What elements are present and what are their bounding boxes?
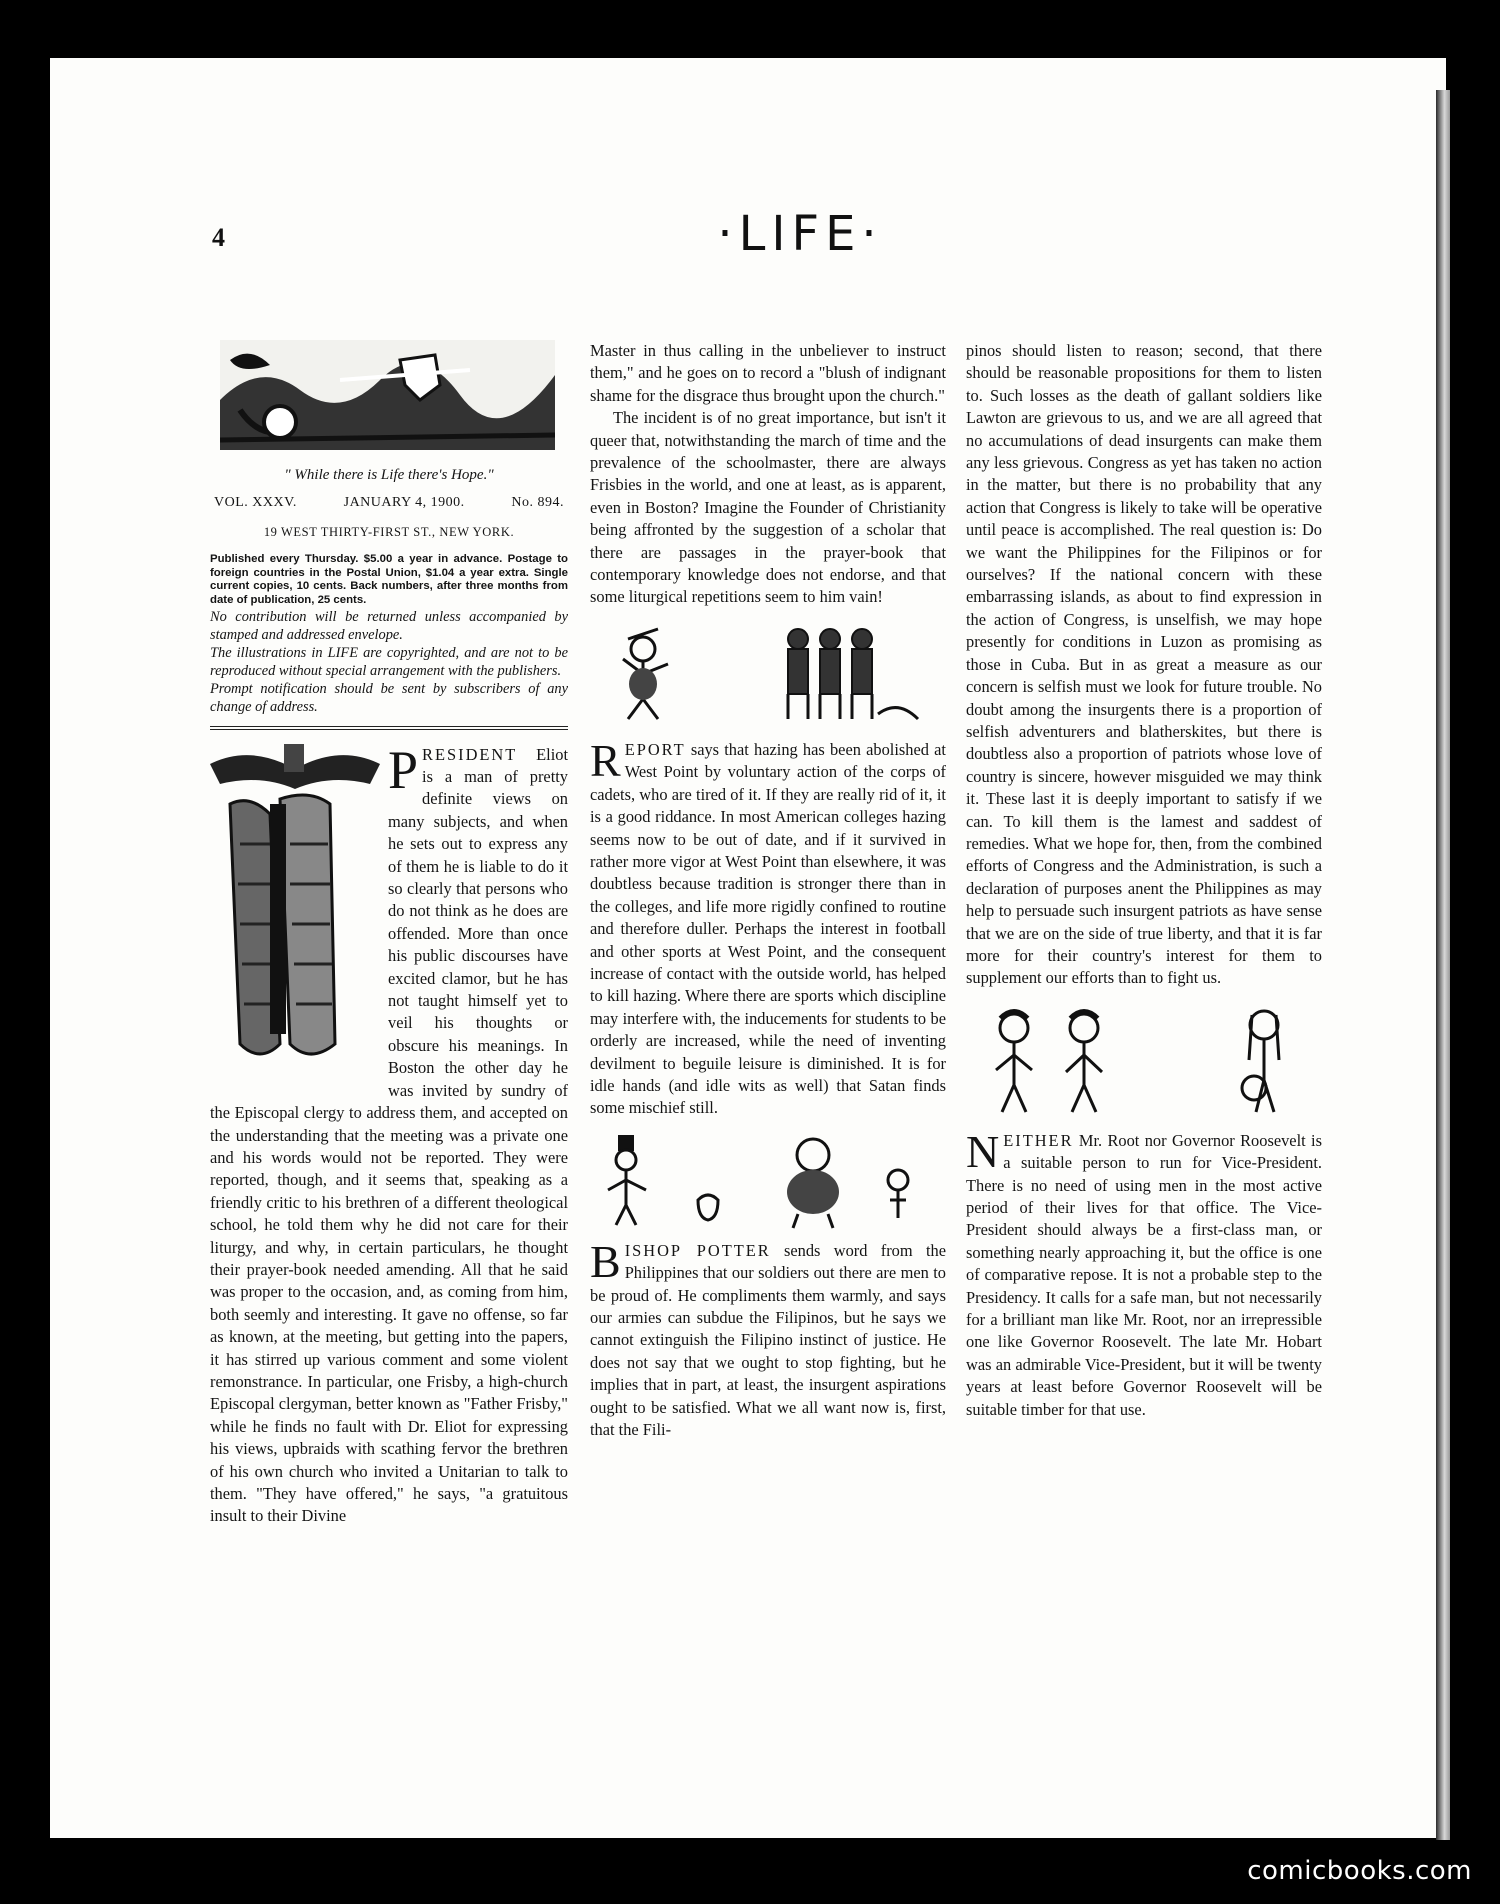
hazing-text: says that hazing has been abolished at West Point by voluntary action of the corps of cadets, who are tired of it. If they are really rid of it, it is a good riddance. In most American colleges hazing seems now to be out of date, and if it survived in rather more vigor at West Point than elsewhere, it was doubtless because tradition is stronger there than in the colleges, and life more rigidly confined to routine and therefore duller. Perhaps the interest in football and other sports at West Point, and the consequent increase of contact with the outside world, has helped to kill hazing. Where there are sports which discipline may interfere with, the inducements for students to be orderly are increased, while the need of inventing devilment to beguile leisure is diminished. It is for idle hands (and idle wits as well) that Satan finds some mischief still.: [590, 739, 946, 1118]
article-vicepres: [966, 1125, 1322, 1421]
motto: " While there is Life there's Hope.": [284, 467, 494, 483]
section-divider: [210, 726, 568, 730]
potter-text-col3: pinos should listen to reason; second, that there should be reasonable propositions for them to listen to. Such losses as the death of gallant soldiers like Lawton are grievous to us, and we are all agreed that no accumulations of dead insurgents can make them any less grievous. Congress as yet has taken no action in the matter, but there is no probability that any action that Congress is likely to take will be operative until peace is accomplished. The real question is: Do we want the Philippines for the Filipinos or for ourselves? If the national concern with these embarrassing islands, as about to find expression in the action of Congress, is unselfish, we may hope presently for conditions in Luzon as promising as those in Cuba. But in as great a measure as our concern is selfish must we look for future trouble. No doubt among the insurgents there is a proportion of selfish adventurers and blatherskites, but there is doubtless also a proportion of patriots whose love of country is sincere, however misguided we may think it. These last it is deeply important to satisfy if we can. To kill them is the lamest and saddest of remedies. What we hope for, then, from the combined efforts of Congress and the Administration, is such a declaration of purposes anent the Philippines as may help to persuade such insurgent patriots as have sense that we are on the side of true liberty, and that it is far more for their country's interest for them to supplement our efforts than to fight us.: [966, 341, 1322, 988]
lead-word-president: RESIDENT: [422, 744, 518, 764]
notice-subscribers: Prompt notification should be sent by subscribers of any change of address.: [210, 680, 568, 715]
article-potter: [590, 1235, 946, 1442]
publisher-address: 19 WEST THIRTY-FIRST ST., NEW YORK.: [263, 524, 515, 539]
issue-date: JANUARY 4, 1900.: [343, 495, 465, 511]
drop-cap-p: P: [388, 739, 419, 800]
lead-word-bishop-potter: ISHOP POTTER: [624, 1240, 771, 1260]
notice-illustrations: The illustrations in LIFE are copyrighted, and are not to be reproduced without special arrangement with the publishers.: [210, 644, 568, 679]
children-cartoon-illustration: [974, 1000, 1314, 1120]
drop-cap-n: N: [966, 1125, 1000, 1177]
page-number: 4: [212, 223, 225, 252]
article-hazing: [590, 734, 946, 1120]
lead-word-neither: EITHER: [1003, 1130, 1074, 1150]
cadets-illustration: [598, 619, 938, 729]
vicepres-text: Mr. Root nor Governor Roosevelt is a suitable person to run for Vice-President. There is no need of using men in the most active period of their lives for that office. The Vice-President should always be a first-class man, or something nearly approaching it, but the office is one of comparative repose. It is not a probable step to the Presidency. It calls for a safe man, but not necessarily for a brilliant man like Mr. Root, nor an irrepressible one like Governor Roosevelt. The late Mr. Hobart was an admirable Vice-President, but it will be twenty years at least before Governor Roosevelt will be suitable timber for that use.: [966, 1130, 1322, 1419]
book-spine-edge: [1436, 90, 1450, 1840]
drop-cap-b: B: [590, 1235, 621, 1287]
volume-number: VOL. XXXV.: [214, 495, 297, 511]
bishop-cartoon-illustration: [598, 1130, 938, 1230]
notice-contributions: No contribution will be returned unless accompanied by stamped and addressed envelope.: [210, 608, 568, 643]
column-1: [210, 340, 568, 1528]
masthead-title: ·LIFE·: [717, 206, 883, 262]
potter-text: sends word from the Philippines that our soldiers out there are men to be proud of. He compliments them warmly, and says our armies can subdue the Filipinos, but he says we cannot extinguish the Filipino instinct of justice. He does not say that we ought to stop fighting, but he implies that in part, at least, the insurgent aspirations ought to be satisfied. What we all want now is, first, that the Fili-: [590, 1240, 946, 1440]
lead-word-report: EPORT: [624, 739, 686, 759]
eliot-text-col2: Master in thus calling in the unbeliever to instruct them," and he goes on to record a "blush of indignant shame for the disgrace thus brought upon the church.": [590, 341, 946, 405]
publication-note: Published every Thursday. $5.00 a year in advance. Postage to foreign countries in the Postal Union, $1.04 a year extra. Single current copies, 10 cents. Back numbers, after three months from date of publication, 25 cents.: [210, 553, 568, 606]
egyptian-mummy-illustration: [210, 744, 380, 1080]
life-banner-illustration: [220, 340, 555, 450]
drop-cap-r: R: [590, 734, 621, 786]
issue-number: No. 894.: [511, 495, 564, 511]
column-3: [966, 340, 1322, 1421]
column-2: [590, 340, 946, 1441]
eliot-text-col1: Eliot is a man of pretty definite views on many subjects, and when he sets out to express any of them he is liable to do it so clearly that persons who do not think as he does are offended. More than once his public discourses have excited clamor, but he has not taught himself yet to veil his thoughts or obscure his meanings. In Boston the other day he was invited by sundry of the Episcopal clergy to address them, and accepted on the understanding that the meeting was a private one and his words would not be reported. They were reported, though, and it seems that, speaking as a friendly critic to his brethren of a different theological school, he told them why he did not care for their liturgy, and why, in certain particulars, he thought their prayer-book needed amending. All that he said was proper to the occasion, and, as coming from him, both seemly and interesting. It gave no offense, so far as known, at the meeting, but getting into the papers, it has stirred up various comment and some violent remonstrance. In particular, one Frisby, a high-church Episcopal clergyman, better known as "Father Frisby," while he finds no fault with Dr. Eliot for expressing his views, upbraids with scathing fervor the brethren of his own church who invited a Unitarian to talk to them. "They have offered," he says, "a gratuitous insult to their Divine: [210, 744, 568, 1526]
magazine-page: [50, 58, 1446, 1838]
volume-line: [214, 492, 564, 514]
watermark: comicbooks.com: [1247, 1856, 1472, 1886]
eliot-text-col2b: The incident is of no great importance, but isn't it queer that, notwithstanding the march of time and the prevalence of the schoolmaster, there are always Frisbies in the world, and one at least, as is apparent, even in Boston? Imagine the Founder of Christianity being affronted by the suggestion of a scholar that there are passages in the prayer-book that contemporary knowledge does not endorse, and that some liturgical repetitions seem to him vain!: [590, 408, 946, 607]
